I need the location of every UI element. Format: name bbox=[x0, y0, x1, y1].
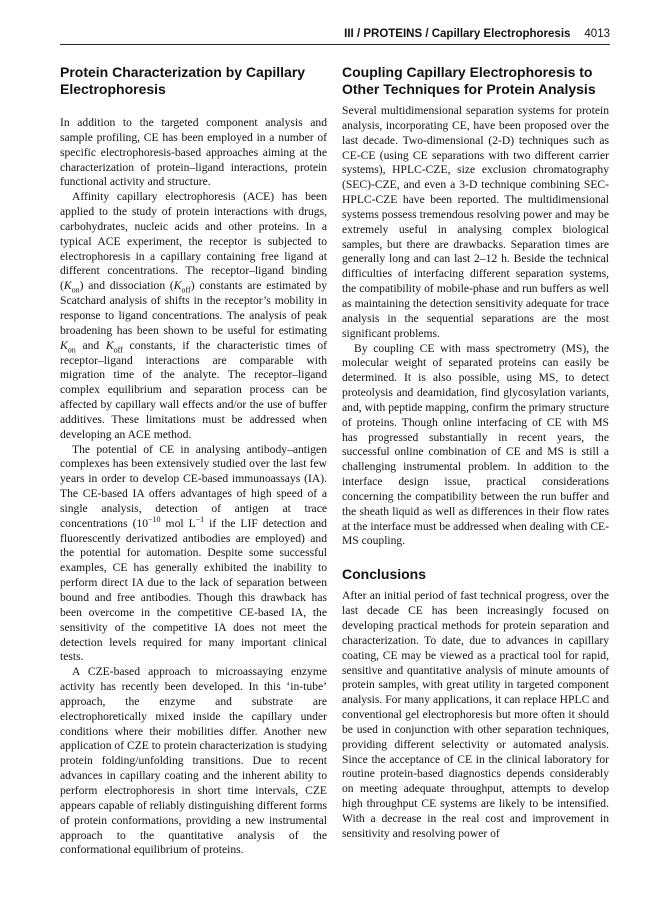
section-heading-protein-characterization: Protein Characterization by Capillary Electrophoresis bbox=[60, 64, 306, 97]
paragraph: By coupling CE with mass spectrometry (MS), the molecular weight of separated proteins can easily be determined. It is also possible, using MS, to detect proteolysis and deamidation, find glycosylation variants, and, with peptide mapping, confirm the primary structure of proteins. Though online interfacing of CE with MS has progressed substantially in recent years, the successful online combination of CE and MS is still a challenging instrumental problem. In addition to the interface design issue, practical considerations concerning the compatibility between the run buffer and the sheath liquid as well as differences in their flow rates at the interface must be addressed when dealing with CE-MS coupling. bbox=[342, 341, 609, 548]
paragraph: The potential of CE in analysing antibody–antigen complexes has been extensively studied over the last few years in order to develop CE-based immunoassays (IA). The CE-based IA offers advantages of high speed of a single analysis, detection of antigen at trace concentrations ($10^{-10}$ mol $L^{-1}$ if the LIF detection and fluorescently derivatized antibodies are employed) and the potential for automation. Despite some successful examples, CE has generally exhibited the inability to perform direct IA due to the lack of separation between bound and free antibodies. Though this drawback has been overcome in the competitive CE-based IA, the sensitivity of the competitive IA does not meet the detection levels required for many important clinical tests. bbox=[60, 442, 327, 664]
left-column bbox=[60, 64, 327, 858]
right-column bbox=[342, 64, 609, 842]
running-header bbox=[60, 28, 610, 45]
running-title: III / PROTEINS / Capillary Electrophoresis bbox=[344, 28, 571, 40]
page-number: 4013 bbox=[584, 28, 610, 40]
section-heading-conclusions: Conclusions bbox=[342, 566, 427, 583]
paragraph: After an initial period of fast technical progress, over the last decade CE has been increasingly focused on developing practical methods for protein separation and characterization. To date, due to advances in capillary coating, CE may be viewed as a practical tool for rapid, sensitive and quantitative analysis of minute amounts of protein samples, with great utility in targeted component analysis. For many applications, it can replace HPLC and conventional gel electrophoresis but more often it should be used in conjunction with other separation techniques, providing different selectivity or automated analysis. Since the acceptance of CE in the clinical laboratory for routine protein-based diagnostics depends considerably on meeting adequate throughput, attempts to develop high throughput CE systems are likely to be intensified. With a decrease in the real cost and improvement in sensitivity and resolving power of bbox=[342, 589, 609, 840]
paragraph: A CZE-based approach to microassaying enzyme activity has recently been developed. In this ‘in-tube’ approach, the enzyme and substrate are electrophoretically mixed inside the capillary under conditions where their mobilities differ. Another new application of CZE to protein characterization is studying protein folding/unfolding transitions. Due to recent advances in capillary coating and the inherent ability to perform electrophoresis in short time intervals, CZE appears capable of reliably distinguishing different forms of protein conformations, providing a new instrumental approach to the quantitative analysis of the conformational equilibrium of proteins. bbox=[60, 665, 327, 857]
paragraph: Several multidimensional separation systems for protein analysis, incorporating CE, have been proposed over the last decade. Two-dimensional (2-D) techniques such as CE-CE (using CE separations with two different carrier systems), HPLC-CZE, size exclusion chromatography (SEC)-CZE, and even a 3-D technique combining SEC-HPLC-CZE have been reported. The multidimensional systems possess tremendous resolving power and may be extremely useful in analysing complex biological samples, but there are drawbacks. Separation times are generally long and can last 2–12 h. Beside the technical difficulties of interfacing different separation systems, the compatibility of mobile-phase and run buffers as well as maintaining the detection sensitivity adequate for trace analysis in the sequential separations are the most significant problems. bbox=[342, 104, 609, 340]
paragraph: Affinity capillary electrophoresis (ACE) has been applied to the study of protein interactions with drugs, carbohydrates, nucleic acids and other proteins. In a typical ACE experiment, the receptor is subjected to electrophoresis in a capillary containing free ligand at different concentrations. The receptor–ligand binding $(K_{on})$ and dissociation $(K_{off})$ constants are estimated by Scatchard analysis of shifts in the receptor’s mobility in response to ligand concentrations. The analysis of peak broadening has been shown to be useful for estimating $K_{on}$ and $K_{off}$ constants, if the characteristic times of receptor–ligand interactions are comparable with migration time of the analyte. The receptor–ligand complex equilibrium and separation process can be affected by capillary wall effects and/or the use of buffer additives. These limitations must be addressed when developing an ACE method. bbox=[60, 190, 328, 441]
section-heading-coupling-ce: Coupling Capillary Electrophoresis to Other Techniques for Protein Analysis bbox=[342, 64, 596, 97]
paragraph: In addition to the targeted component analysis and sample profiling, CE has been employed in a number of specific electrophoresis-based approaches aiming at the characterization of protein–ligand interactions, protein functional activity and structure. bbox=[60, 116, 327, 189]
